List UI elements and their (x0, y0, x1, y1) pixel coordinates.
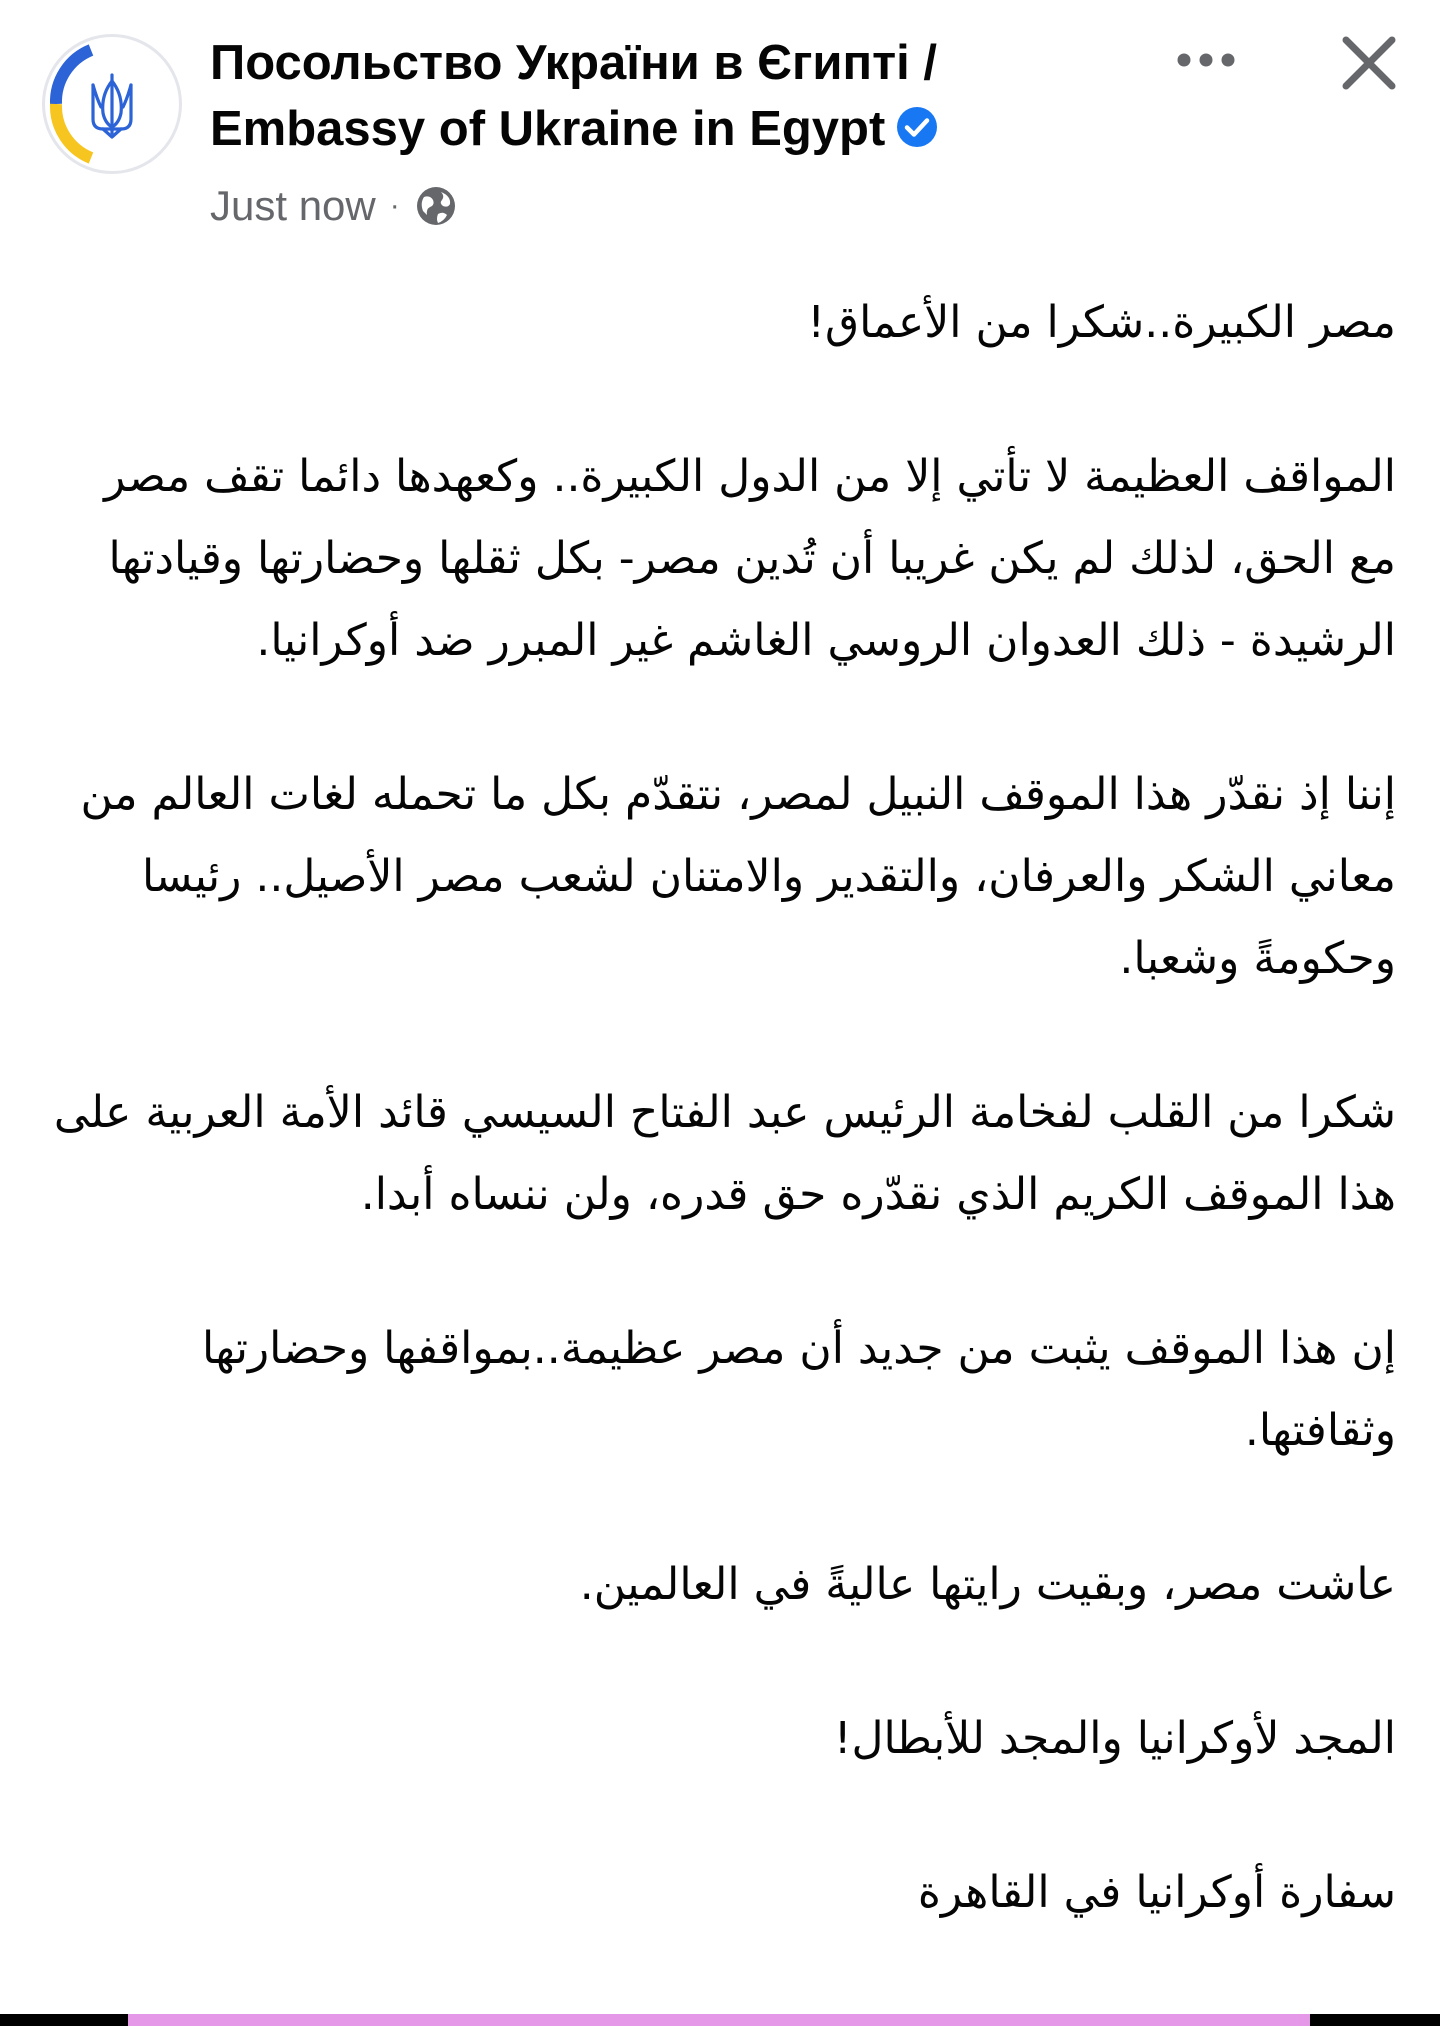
post-body (48, 282, 1396, 2006)
close-button[interactable] (1336, 30, 1402, 96)
post-paragraph: إننا إذ نقدّر هذا الموقف النبيل لمصر، نتقدّم بكل ما تحمله لغات العالم من معاني الشكر والعرفان، والتقدير والامتنان لشعب مصر الأصيل.. رئيسا وحكومةً وشعبا. (80, 769, 1396, 984)
post-paragraph: المواقف العظيمة لا تأتي إلا من الدول الكبيرة.. وكعهدها دائما تقف مصر مع الحق، لذلك لم يكن غريبا أن تُدين مصر- بكل ثقلها وحضارتها وقيادتها الرشيدة - ذلك العدوان الروسي الغاشم غير المبرر ضد أوكرانيا. (104, 451, 1396, 666)
more-options-button[interactable] (1168, 30, 1244, 90)
page-name[interactable] (210, 30, 1150, 162)
post-timestamp[interactable]: Just now (210, 182, 376, 229)
page-avatar[interactable] (42, 34, 182, 174)
post-header (0, 0, 1440, 250)
close-icon (1336, 30, 1402, 96)
post-paragraph: عاشت مصر، وبقيت رايتها عاليةً في العالمين. (579, 1559, 1396, 1610)
attached-image-edge[interactable] (0, 2014, 1440, 2026)
post-meta (210, 178, 458, 234)
page-name-line2[interactable] (210, 96, 1150, 162)
attached-image-preview[interactable] (128, 2014, 1310, 2026)
verified-badge-icon (895, 105, 939, 149)
more-options-icon (1168, 30, 1244, 90)
meta-separator: · (389, 189, 400, 222)
post-signature: سفارة أوكرانيا في القاهرة (917, 1867, 1396, 1918)
page-name-line1[interactable]: Посольство України в Єгипті / (210, 36, 937, 90)
post-paragraph: شكرا من القلب لفخامة الرئيس عبد الفتاح السيسي قائد الأمة العربية على هذا الموقف الكريم الذي نقدّره حق قدره، ولن ننساه أبدا. (53, 1087, 1396, 1220)
post-paragraph: إن هذا الموقف يثبت من جديد أن مصر عظيمة..بمواقفها وحضارتها وثقافتها. (202, 1323, 1396, 1456)
post-paragraph: المجد لأوكرانيا والمجد للأبطال! (833, 1713, 1396, 1764)
post-paragraph: مصر الكبيرة..شكرا من الأعماق! (807, 297, 1396, 348)
ukraine-emblem-icon (45, 37, 179, 171)
page-name-line2-text[interactable]: Embassy of Ukraine in Egypt (210, 102, 886, 156)
globe-icon[interactable] (414, 184, 458, 228)
